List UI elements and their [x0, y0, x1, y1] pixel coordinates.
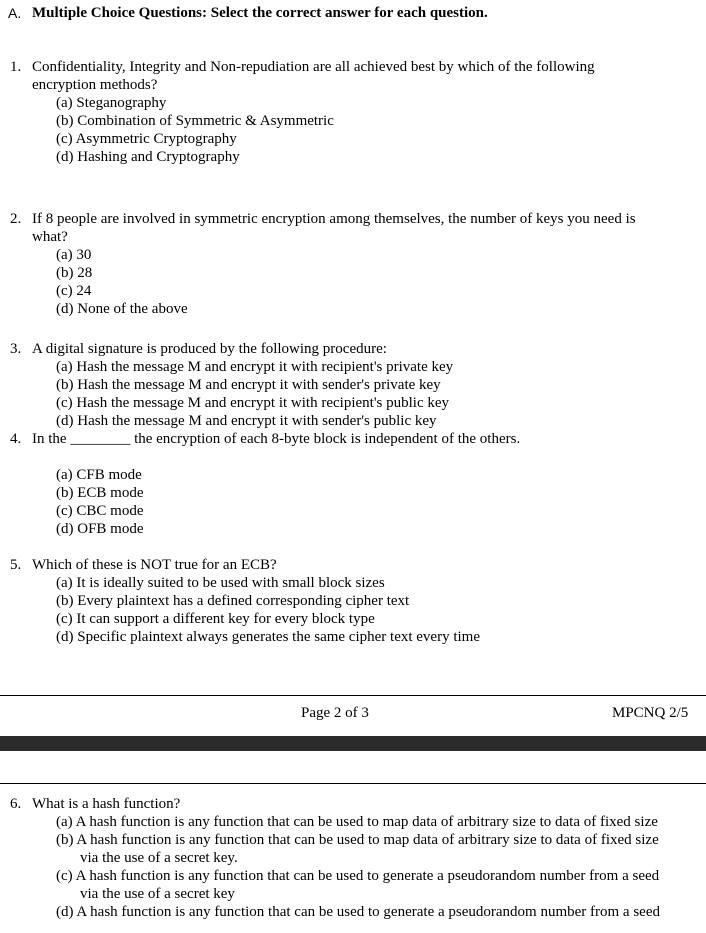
- answer-option: (b) A hash function is any function that can be used to map data of arbitrary size to data of fixed size: [56, 832, 659, 848]
- answer-option: (d) OFB mode: [56, 521, 144, 537]
- question-number: 4.: [10, 431, 22, 447]
- document-code: MPCNQ 2/5: [612, 705, 689, 721]
- page-break-bar: [0, 736, 706, 751]
- answer-option: (a) Hash the message M and encrypt it with recipient's private key: [56, 359, 454, 375]
- answer-option: (b) 28: [56, 265, 93, 281]
- question-text: A digital signature is produced by the following procedure:: [32, 341, 387, 357]
- page-top-divider: [0, 783, 706, 784]
- answer-option: (a) Steganography: [56, 95, 167, 111]
- answer-option: (b) Combination of Symmetric & Asymmetric: [56, 113, 334, 129]
- question-text: Which of these is NOT true for an ECB?: [32, 557, 277, 573]
- answer-option: (a) 30: [56, 247, 92, 263]
- footer-divider: [0, 695, 706, 696]
- answer-option: (b) Every plaintext has a defined corresponding cipher text: [56, 593, 410, 609]
- answer-option: (d) Hash the message M and encrypt it with sender's public key: [56, 413, 437, 429]
- answer-option: (b) Hash the message M and encrypt it with sender's private key: [56, 377, 441, 393]
- question-number: 1.: [10, 59, 22, 75]
- question-number: 5.: [10, 557, 22, 573]
- answer-option: (a) It is ideally suited to be used with small block sizes: [56, 575, 385, 591]
- answer-option: (a) CFB mode: [56, 467, 142, 483]
- question-text: If 8 people are involved in symmetric encryption among themselves, the number of keys you need is: [32, 211, 636, 227]
- answer-option: (d) Hashing and Cryptography: [56, 149, 240, 165]
- answer-option: (b) ECB mode: [56, 485, 144, 501]
- answer-option: (d) A hash function is any function that can be used to generate a pseudorandom number from a seed: [56, 904, 660, 920]
- section-title: Multiple Choice Questions: Select the correct answer for each question.: [32, 5, 488, 21]
- answer-option: (c) A hash function is any function that can be used to generate a pseudorandom number from a seed: [56, 868, 660, 884]
- answer-option: (c) CBC mode: [56, 503, 144, 519]
- question-number: 3.: [10, 341, 22, 357]
- page-number: Page 2 of 3: [301, 705, 369, 721]
- answer-option: (c) Hash the message M and encrypt it with recipient's public key: [56, 395, 450, 411]
- answer-option-continuation: via the use of a secret key.: [80, 850, 238, 866]
- answer-option: (d) None of the above: [56, 301, 188, 317]
- answer-option: (c) It can support a different key for every block type: [56, 611, 375, 627]
- question-text: In the ________ the encryption of each 8-byte block is independent of the others.: [32, 431, 521, 447]
- question-text: What is a hash function?: [32, 796, 181, 812]
- section-letter: A.: [8, 5, 22, 21]
- answer-option: (d) Specific plaintext always generates the same cipher text every time: [56, 629, 480, 645]
- question-text: encryption methods?: [32, 77, 158, 93]
- answer-option: (c) 24: [56, 283, 92, 299]
- question-number: 6.: [10, 796, 22, 812]
- answer-option-continuation: via the use of a secret key: [80, 886, 235, 902]
- question-number: 2.: [10, 211, 22, 227]
- answer-option: (a) A hash function is any function that can be used to map data of arbitrary size to data of fixed size: [56, 814, 658, 830]
- question-text: what?: [32, 229, 68, 245]
- question-text: Confidentiality, Integrity and Non-repudiation are all achieved best by which of the following: [32, 59, 595, 75]
- answer-option: (c) Asymmetric Cryptography: [56, 131, 237, 147]
